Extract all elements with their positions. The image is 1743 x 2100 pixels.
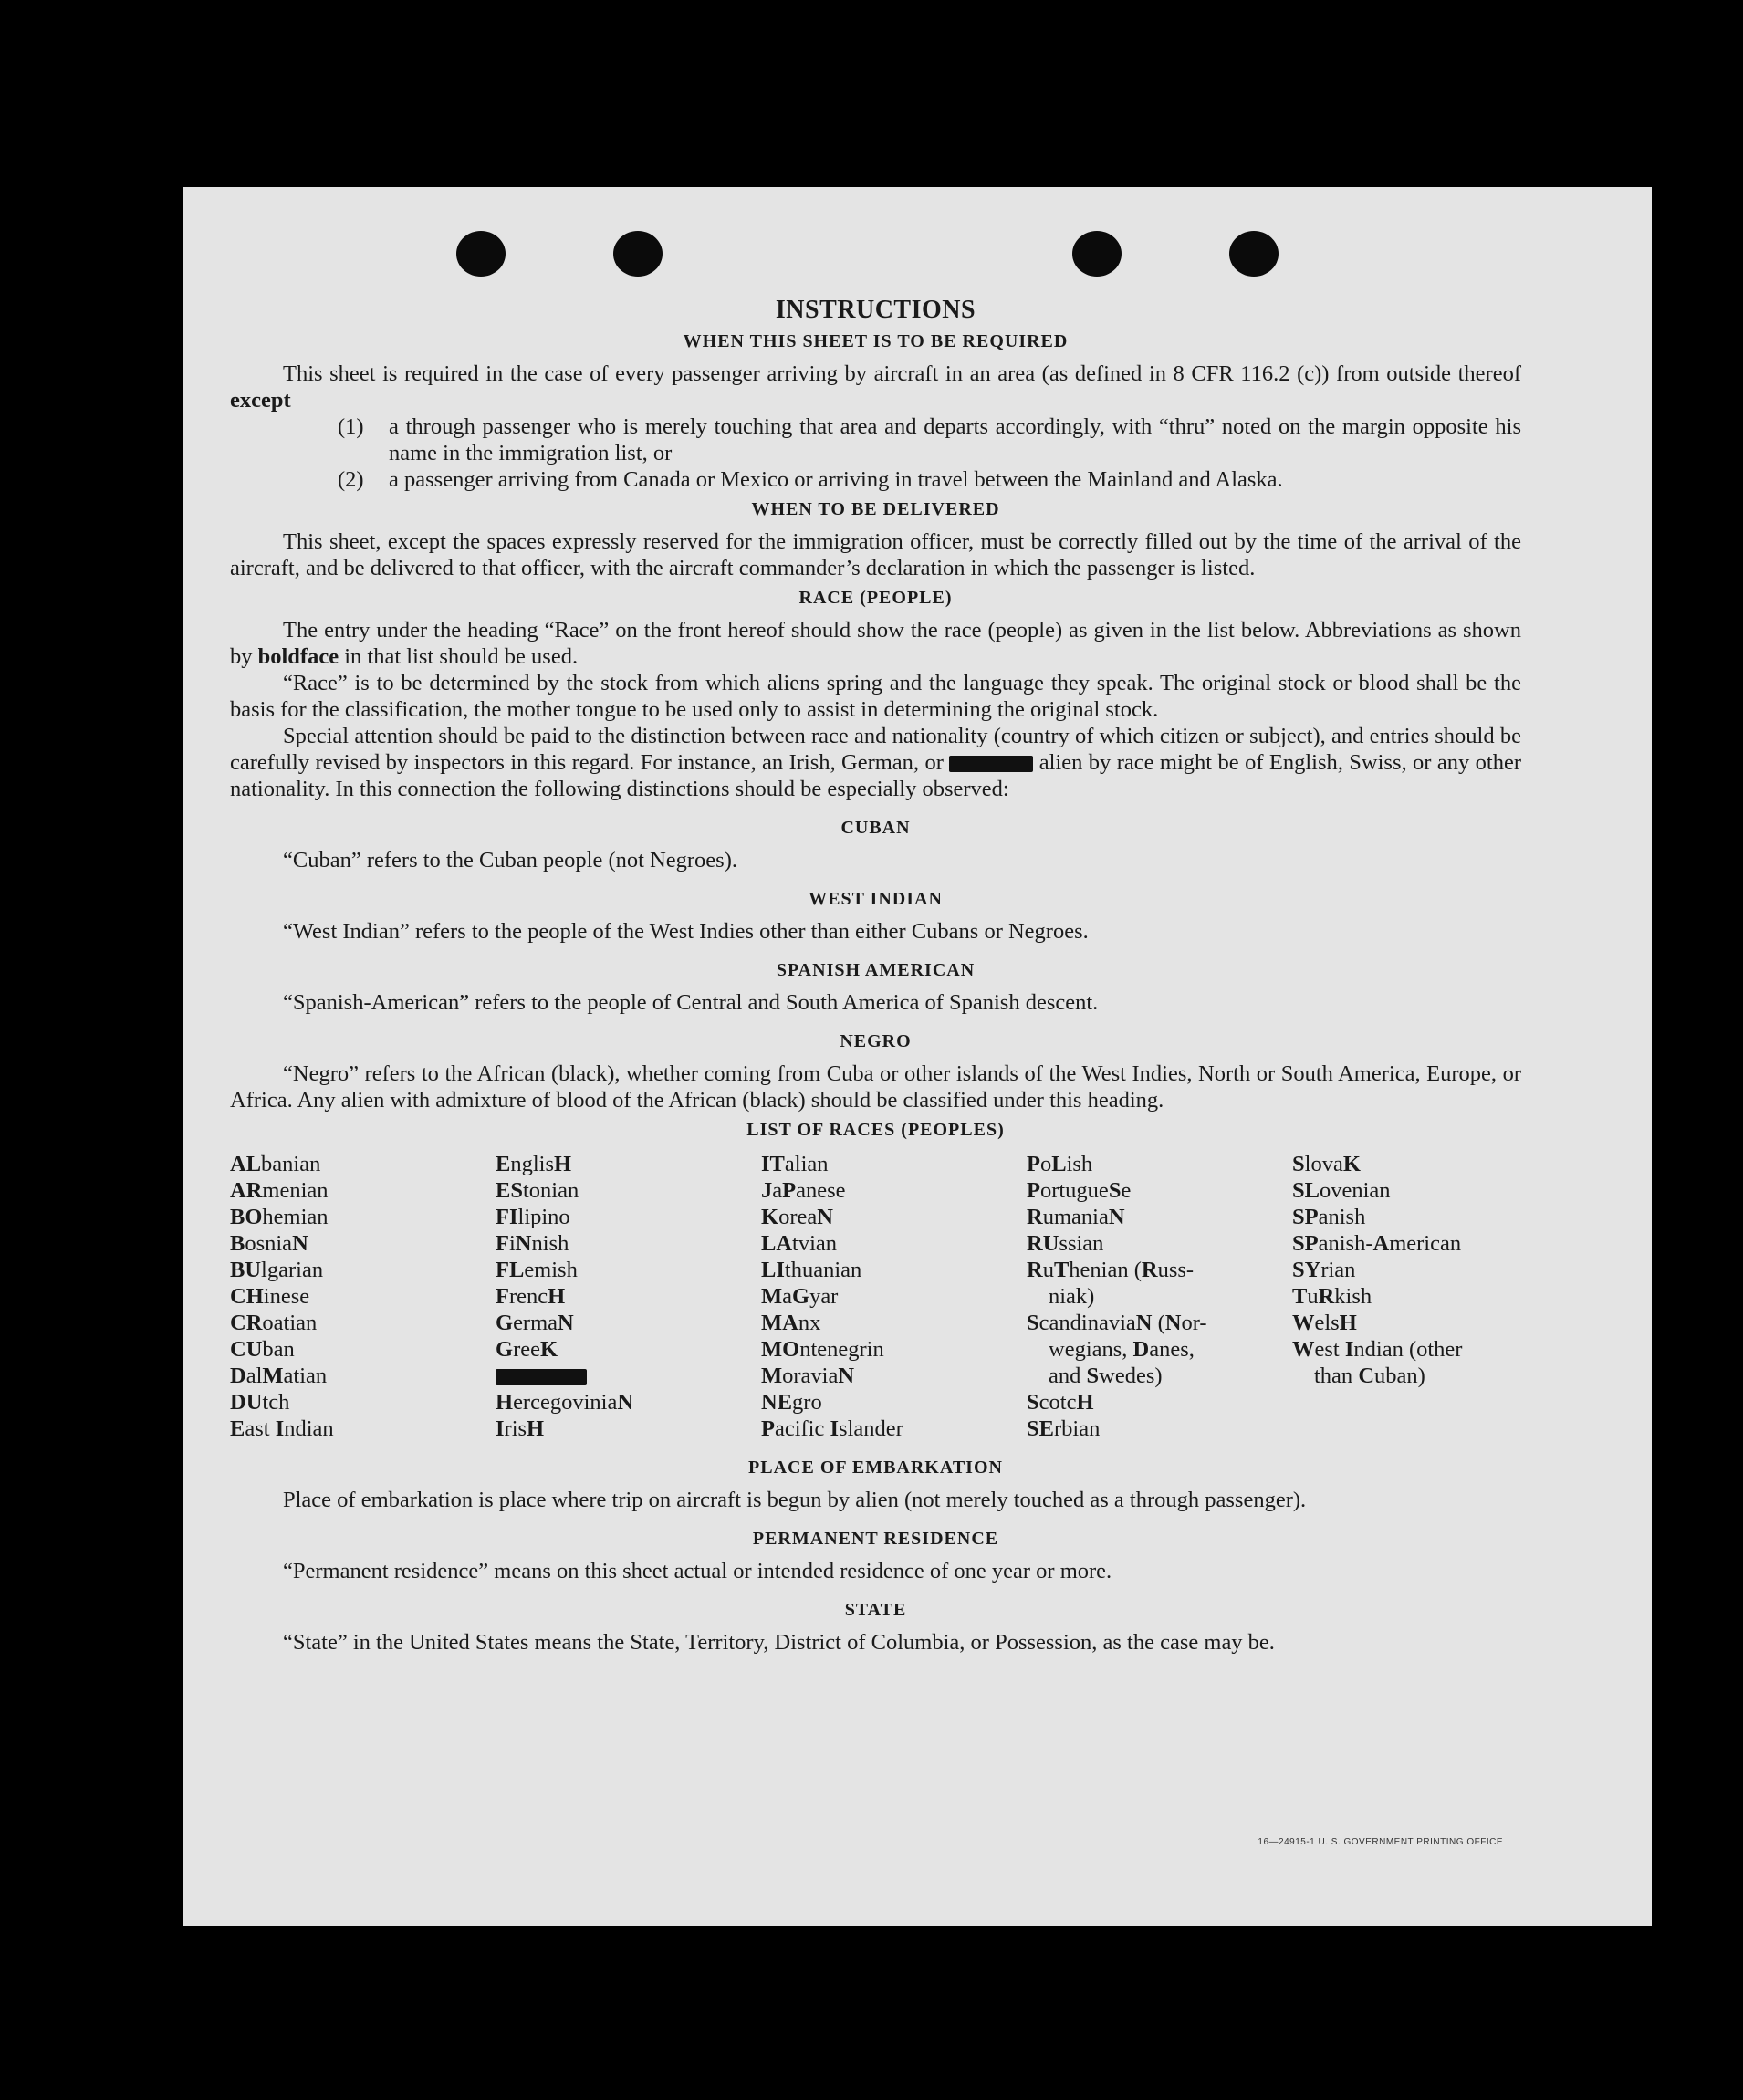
paragraph-residence: “Permanent residence” means on this sheet actual or intended residence of one year or more. bbox=[283, 1559, 1112, 1583]
race-entry: HercegoviniaN bbox=[496, 1390, 634, 1415]
races-column bbox=[761, 1151, 1027, 1442]
race-entry: MOntenegrin bbox=[761, 1337, 884, 1362]
item-number: (2) bbox=[338, 467, 364, 492]
races-table bbox=[230, 1151, 1521, 1442]
heading-spanish-american: SPANISH AMERICAN bbox=[776, 960, 976, 980]
heading-west-indian: WEST INDIAN bbox=[809, 889, 943, 909]
race-entry: West Indian (other bbox=[1292, 1337, 1463, 1362]
race-entry: DalMatian bbox=[230, 1363, 328, 1388]
race-entry: than Cuban) bbox=[1314, 1363, 1425, 1388]
punch-hole bbox=[456, 231, 506, 277]
race-entry: BOhemian bbox=[230, 1205, 329, 1229]
punch-hole bbox=[613, 231, 663, 277]
race-entry: East Indian bbox=[230, 1416, 334, 1441]
race-entry: SYrian bbox=[1292, 1258, 1356, 1282]
list-item bbox=[338, 413, 1521, 466]
race-entry: WelsH bbox=[1292, 1311, 1357, 1335]
race-entry: SPanish bbox=[1292, 1205, 1366, 1229]
redaction-mark bbox=[949, 756, 1033, 772]
heading-negro: NEGRO bbox=[840, 1031, 912, 1051]
race-entry: NEgro bbox=[761, 1390, 822, 1415]
race-entry: SErbian bbox=[1027, 1416, 1101, 1441]
races-column bbox=[1027, 1151, 1292, 1442]
race-entry: FLemish bbox=[496, 1258, 578, 1282]
instruction-sheet bbox=[183, 187, 1652, 1926]
heading-cuban: CUBAN bbox=[840, 818, 911, 838]
document-body bbox=[230, 297, 1521, 1656]
heading-list-of-races: LIST OF RACES (PEOPLES) bbox=[746, 1120, 1005, 1140]
race-entry: EnglisH bbox=[496, 1152, 572, 1176]
race-entry: ScandinaviaN (Nor- bbox=[1027, 1311, 1207, 1335]
race-entry: KoreaN bbox=[761, 1205, 833, 1229]
paragraph-race-2: “Race” is to be determined by the stock from which aliens spring and the language they speak. The original stock or blood shall be the basis for the classification, the mother tongue to be used only to assist in determining the original stock. bbox=[230, 671, 1521, 722]
race-entry: niak) bbox=[1049, 1284, 1095, 1309]
race-entry: LAtvian bbox=[761, 1231, 838, 1256]
paragraph-race-1: The entry under the heading “Race” on the front hereof should show the race (people) as given in the list below. Abbreviations as shown by boldface in that list should be used. bbox=[230, 618, 1521, 669]
race-entry: BUlgarian bbox=[230, 1258, 324, 1282]
race-entry: SPanish-American bbox=[1292, 1231, 1462, 1256]
race-entry: BosniaN bbox=[230, 1231, 308, 1256]
heading-when-delivered: WHEN TO BE DELIVERED bbox=[751, 499, 1000, 519]
race-entry: GermaN bbox=[496, 1311, 574, 1335]
race-entry: RuThenian (Russ- bbox=[1027, 1258, 1195, 1282]
race-entry: PoLish bbox=[1027, 1152, 1093, 1176]
race-entry: ScotcH bbox=[1027, 1390, 1094, 1415]
race-entry: PortugueSe bbox=[1027, 1178, 1132, 1203]
race-entry: CHinese bbox=[230, 1284, 310, 1309]
race-entry: ALbanian bbox=[230, 1152, 321, 1176]
race-entry: Pacific Islander bbox=[761, 1416, 903, 1441]
race-entry: SLovenian bbox=[1292, 1178, 1391, 1203]
race-entry: MaGyar bbox=[761, 1284, 839, 1309]
paragraph-spanish-american: “Spanish-American” refers to the people of Central and South America of Spanish descent. bbox=[283, 990, 1099, 1015]
paragraph-cuban: “Cuban” refers to the Cuban people (not Negroes). bbox=[283, 848, 737, 872]
paragraph-race-3: Special attention should be paid to the distinction between race and nationality (country of which citizen or subject), and entries should be carefully revised by inspectors in this regard. For instance, an Irish, German, or alien by race might be of English, Swiss, or any other nationality. In this connection the following distinctions should be especially observed: bbox=[230, 724, 1522, 801]
paragraph-when-required: This sheet is required in the case of every passenger arriving by aircraft in an area (as defined in 8 CFR 116.2 (c)) from outside thereof except bbox=[230, 361, 1521, 413]
heading-embarkation: PLACE OF EMBARKATION bbox=[748, 1457, 1003, 1478]
paragraph-embarkation: Place of embarkation is place where trip on aircraft is begun by alien (not merely touched as a through passenger). bbox=[283, 1488, 1307, 1512]
race-entry: FiNnish bbox=[496, 1231, 569, 1256]
list-item bbox=[338, 466, 1521, 493]
heading-residence: PERMANENT RESIDENCE bbox=[752, 1529, 999, 1549]
race-entry: CUban bbox=[230, 1337, 295, 1362]
race-entry: and Swedes) bbox=[1049, 1363, 1163, 1388]
race-entry: ARmenian bbox=[230, 1178, 329, 1203]
paragraph-when-delivered: This sheet, except the spaces expressly reserved for the immigration officer, must be correctly filled out by the time of the arrival of the aircraft, and be delivered to that officer, with the aircraft commander’s declaration in which the passenger is listed. bbox=[230, 529, 1521, 580]
item-number: (1) bbox=[338, 414, 364, 439]
race-entry: MoraviaN bbox=[761, 1363, 855, 1388]
paragraph-negro: “Negro” refers to the African (black), whether coming from Cuba or other islands of the West Indies, North or South America, Europe, or Africa. Any alien with admixture of blood of the African (black) should be classified under this heading. bbox=[230, 1061, 1521, 1113]
races-column bbox=[1292, 1151, 1520, 1442]
race-entry: EStonian bbox=[496, 1178, 579, 1203]
item-text: a through passenger who is merely touching that area and departs accordingly, with “thru” noted on the margin opposite his name in the immigration list, or bbox=[389, 414, 1521, 465]
race-entry: RUssian bbox=[1027, 1231, 1104, 1256]
race-entry: DUtch bbox=[230, 1390, 290, 1415]
print-code: 16—24915-1 U. S. GOVERNMENT PRINTING OFFICE bbox=[1258, 1837, 1503, 1847]
race-entry: wegians, Danes, bbox=[1049, 1337, 1195, 1362]
punch-hole bbox=[1072, 231, 1122, 277]
heading-race: RACE (PEOPLE) bbox=[798, 588, 953, 608]
race-entry: MAnx bbox=[761, 1311, 821, 1335]
heading-state: STATE bbox=[844, 1600, 907, 1620]
race-entry: CRoatian bbox=[230, 1311, 318, 1335]
race-entry: FrencH bbox=[496, 1284, 566, 1309]
race-entry: IrisH bbox=[496, 1416, 545, 1441]
paragraph-state: “State” in the United States means the State, Territory, District of Columbia, or Possession, as the case may be. bbox=[283, 1630, 1275, 1655]
race-entry: ITalian bbox=[761, 1152, 829, 1176]
race-entry-redacted bbox=[496, 1363, 761, 1389]
heading-when-required: WHEN THIS SHEET IS TO BE REQUIRED bbox=[683, 331, 1069, 351]
race-entry: SlovaK bbox=[1292, 1152, 1361, 1176]
punch-hole bbox=[1229, 231, 1279, 277]
races-column bbox=[230, 1151, 496, 1442]
redaction-mark bbox=[496, 1369, 587, 1385]
race-entry: LIthuanian bbox=[761, 1258, 862, 1282]
item-text: a passenger arriving from Canada or Mexico or arriving in travel between the Mainland and Alaska. bbox=[389, 467, 1283, 492]
race-entry: GreeK bbox=[496, 1337, 558, 1362]
races-column bbox=[496, 1151, 761, 1442]
page-title: INSTRUCTIONS bbox=[775, 296, 976, 324]
race-entry: JaPanese bbox=[761, 1178, 846, 1203]
paragraph-west-indian: “West Indian” refers to the people of the West Indies other than either Cubans or Negroes. bbox=[283, 919, 1089, 944]
race-entry: FIlipino bbox=[496, 1205, 570, 1229]
race-entry: RumaniaN bbox=[1027, 1205, 1125, 1229]
race-entry: TuRkish bbox=[1292, 1284, 1372, 1309]
